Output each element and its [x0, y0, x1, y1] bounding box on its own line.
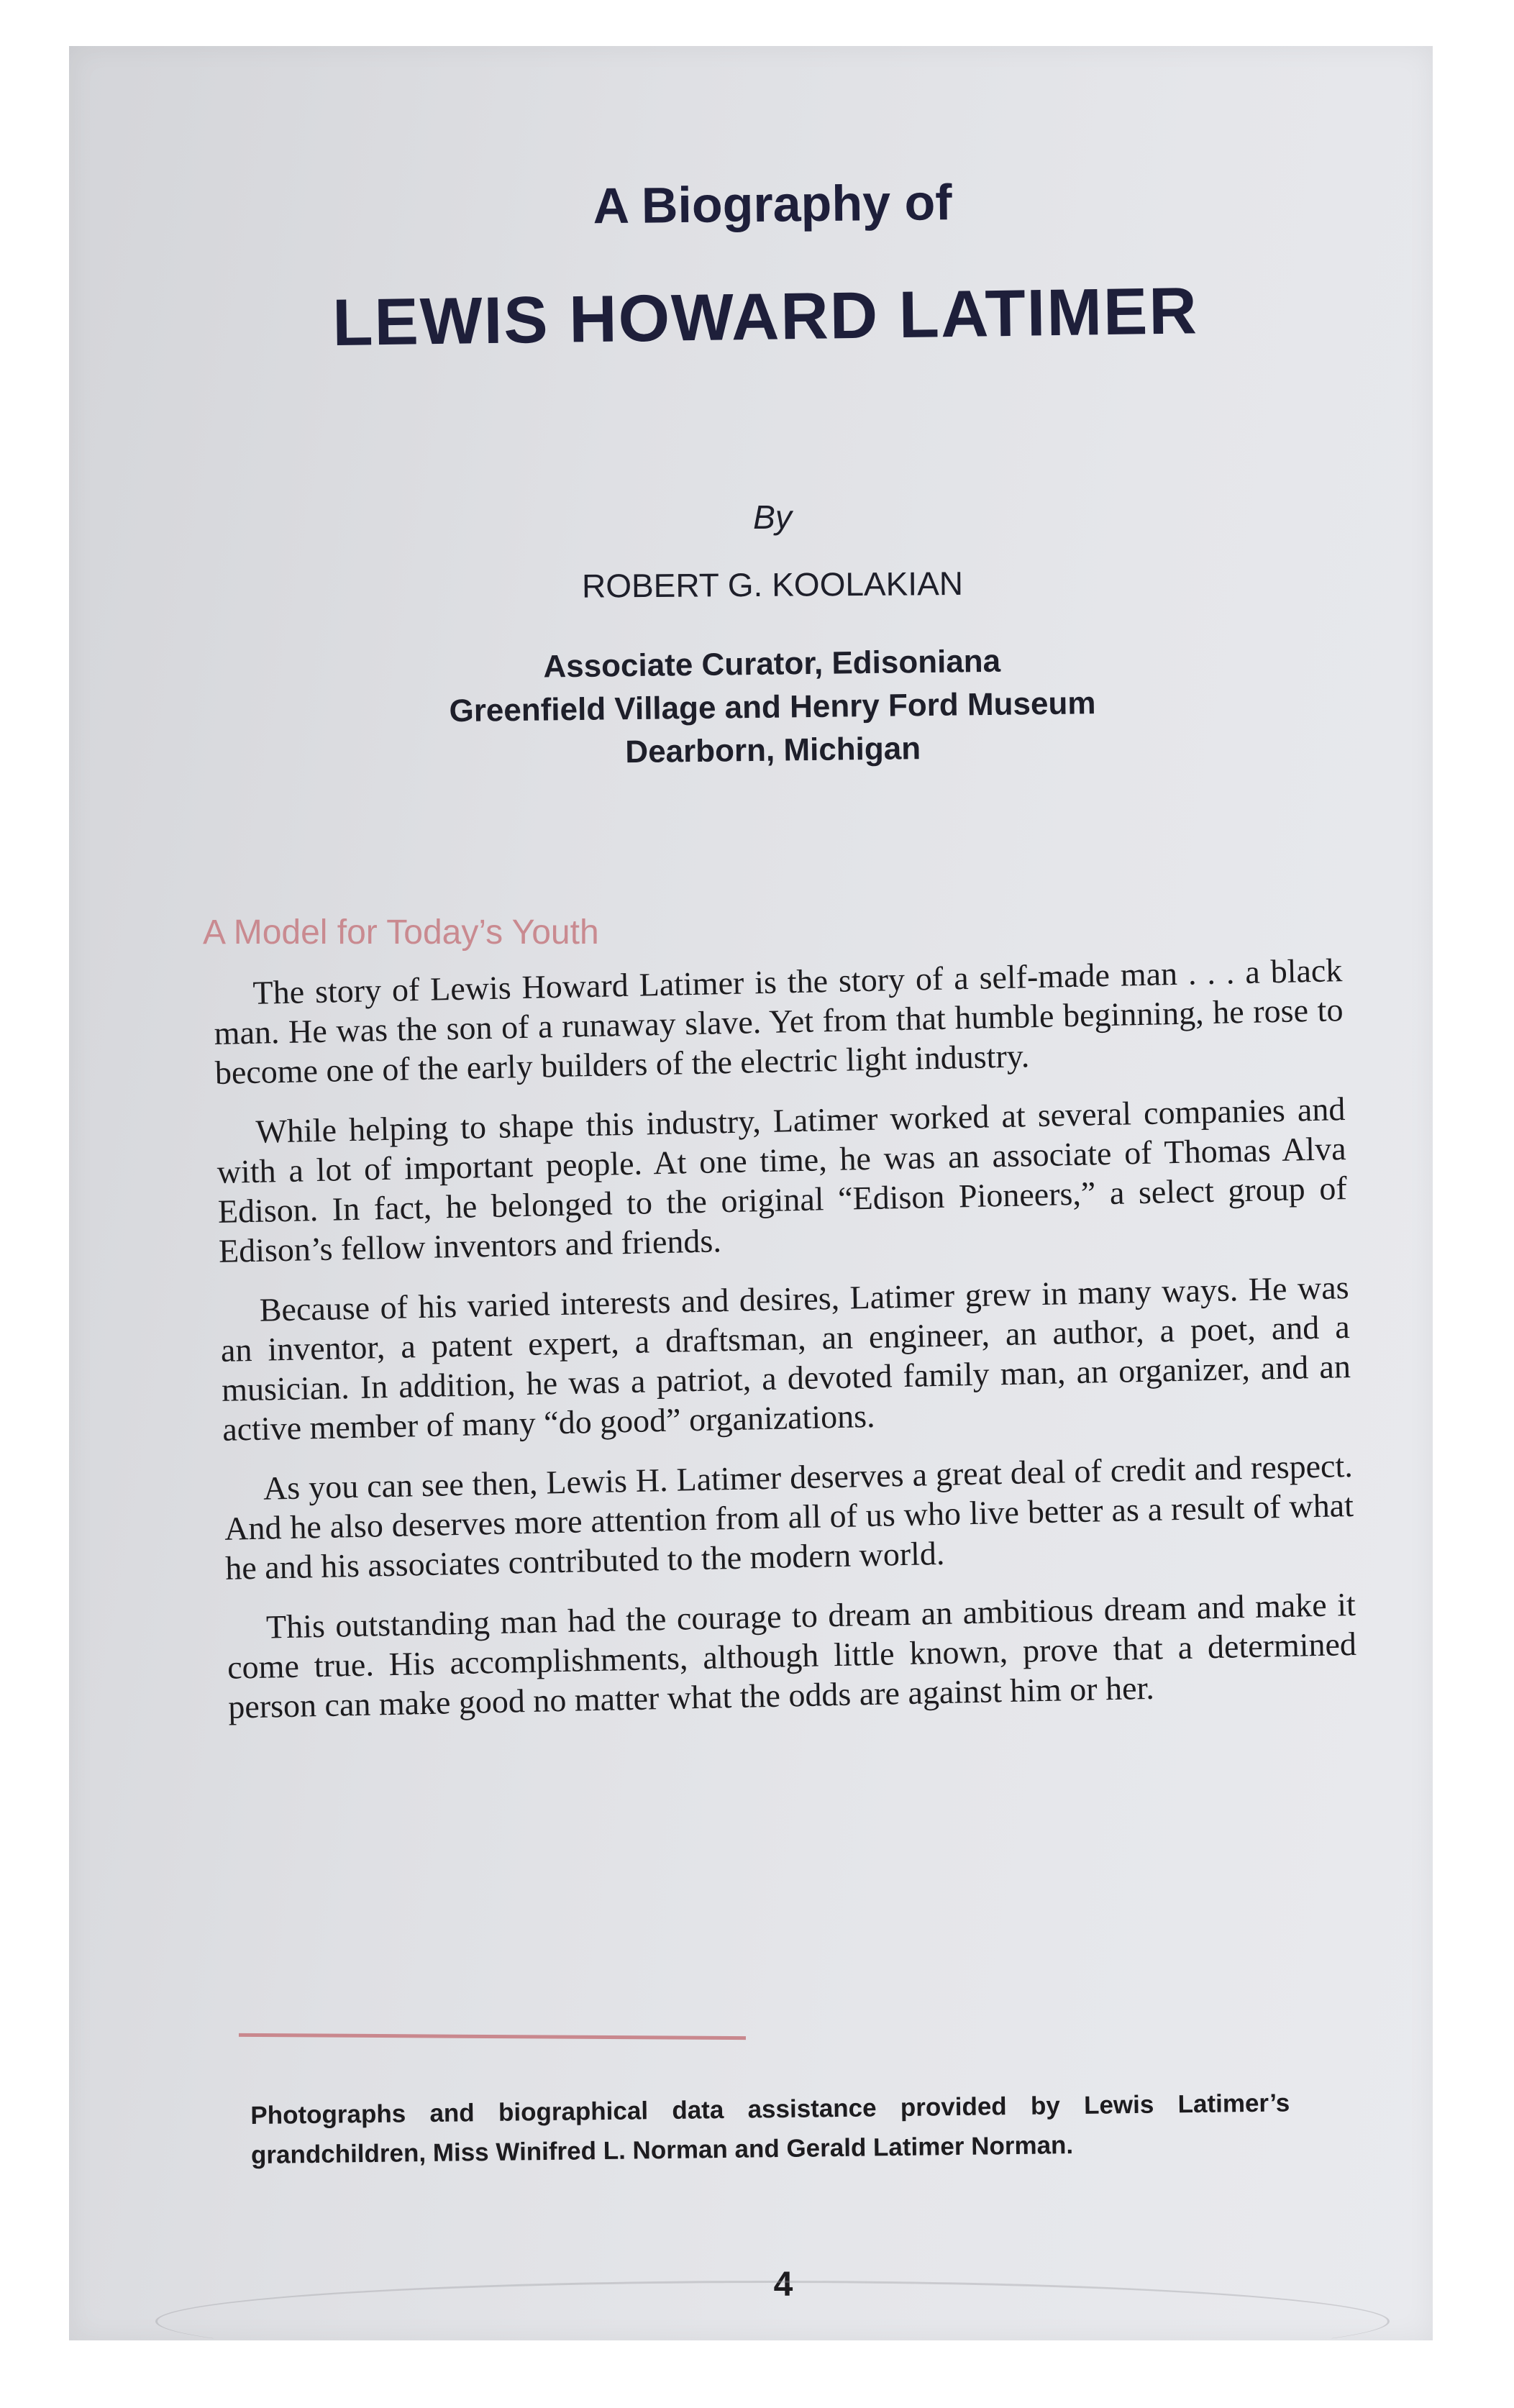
byline-by: By [753, 498, 792, 536]
photo-credit: Photographs and biographical data assistance provided by Lewis Latimer’s grandchildren, Miss Winifred L. Norman and Gerald Latimer Norman. [250, 2089, 1290, 2169]
author-name: ROBERT G. KOOLAKIAN [581, 564, 964, 605]
affiliation-line: Dearborn, Michigan [625, 731, 921, 770]
footnote-divider [239, 2033, 746, 2040]
page-curl-shadow [155, 2281, 1390, 2362]
paragraph: Because of his varied interests and desires, Latimer grew in many ways. He was an inventor, a patent expert, a draftsman, an engineer, an author, a poet, and a musician. In addition, he was a patriot, a devoted family man, an organizer, and an active member of many “do good” organizations. [220, 1269, 1351, 1448]
article-body [213, 950, 1358, 1747]
section-heading: A Model for Today’s Youth [203, 913, 599, 952]
paragraph: This outstanding man had the courage to dream an ambitious dream and make it come true. His accomplishments, although little known, prove that a determined person can make good no matter what the odds are against him or her. [227, 1585, 1357, 1725]
author-affiliation [68, 634, 1433, 780]
affiliation-line: Associate Curator, Edisoniana [543, 643, 1001, 685]
document-page [69, 46, 1433, 2340]
page-title: LEWIS HOWARD LATIMER [332, 274, 1199, 360]
page-number: 4 [773, 2266, 793, 2304]
paragraph: While helping to shape this industry, Latimer worked at several companies and with a lot of important people. At one time, he was an associate of Thomas Alva Edison. In fact, he belonged to the original “Edison Pioneers,” a select group of Edison’s fellow inventors and friends. [216, 1090, 1348, 1269]
paragraph: As you can see then, Lewis H. Latimer deserves a great deal of credit and respect. And he also deserves more attention from all of us who live better as a result of what he and his associates contributed to the modern world. [224, 1446, 1354, 1587]
affiliation-line: Greenfield Village and Henry Ford Museum [449, 685, 1096, 729]
paragraph: The story of Lewis Howard Latimer is the story of a self-made man . . . a black man. He was the son of a runaway slave. Yet from that humble beginning, he rose to become one of the early builders of the electric light industry. [214, 952, 1344, 1091]
title-prefix: A Biography of [593, 174, 952, 234]
